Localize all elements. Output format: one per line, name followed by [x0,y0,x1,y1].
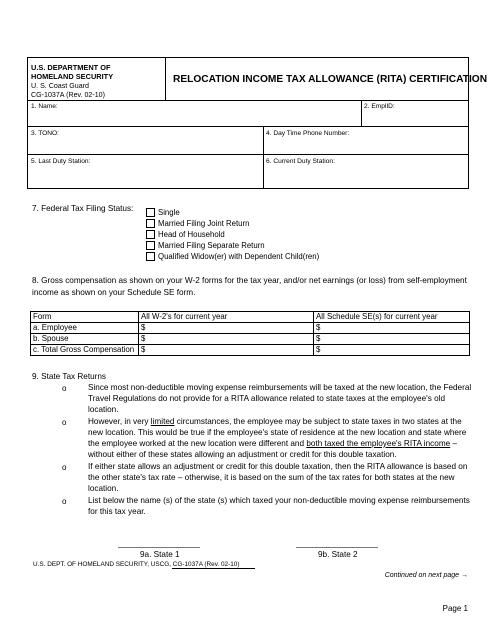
fields-vrule-2 [263,126,264,189]
emplid-field[interactable]: 2. EmplID: [364,103,395,110]
text: circumstances, the employee may be subject to state taxes in two states at the [174,417,462,426]
state-b3-l2: the other state's tax rate – otherwise, it is based on the sum of the tax rates for both states at the new [88,473,455,482]
gross-intro-line2: income as shown on your Schedule SE form. [32,288,196,297]
state-b1-l3: location. [88,405,119,414]
state-b2-l3 [88,438,457,449]
name-field[interactable]: 1. Name: [31,103,58,110]
state-b3-l1: If either state allows an adjustment or credit for this double taxation, then the RITA allowance is based on [88,462,468,471]
bullet: o [62,463,67,472]
text: – [450,439,458,448]
table-row [31,323,470,334]
filing-option-separate[interactable] [146,241,265,250]
filing-status-label: 7. Federal Tax Filing Status: [32,204,134,213]
last-duty-field[interactable]: 5. Last Duty Station: [31,158,91,165]
state2-label: 9b. State 2 [318,550,358,559]
state-b2-l1 [88,416,462,427]
filing-option-widow[interactable] [146,252,319,261]
col-header: Form [31,312,139,323]
bullet: o [62,418,67,427]
state-heading: 9. State Tax Returns [32,372,107,381]
row-label: c. Total Gross Compensation [31,345,139,356]
state-b1-l1: Since most non-deductible moving expense reimbursements will be taxed at the new location, the Federal [88,383,472,392]
underlined-text: both taxed the employee's RITA income [306,439,451,448]
checkbox[interactable] [146,219,155,228]
filing-option-single[interactable] [146,208,180,217]
col-header: All W-2's for current year [139,312,314,323]
fields-rule-2 [27,154,469,155]
form-number: CG-1037A (Rev. 02-10) [31,91,105,99]
underlined-text: limited [150,417,175,426]
bullet: o [62,384,67,393]
fields-rule-1 [27,126,469,127]
fields-grid [27,100,469,189]
agency-line2: HOMELAND SECURITY [31,72,114,81]
footer-form-id: U.S. DEPT. OF HOMELAND SECURITY, USCG, CG-1037A (Rev. 02-10) [33,561,240,568]
table-row [31,334,470,345]
bullet: o [62,497,67,506]
col-header: All Schedule SE(s) for current year [314,312,470,323]
option-label: Single [158,208,180,217]
amount-cell[interactable]: $ [139,345,314,356]
current-duty-field[interactable]: 6. Current Duty Station: [266,158,335,165]
state1-label: 9a. State 1 [140,550,180,559]
filing-option-joint[interactable] [146,219,249,228]
text: However, in very [88,417,151,426]
table-row [31,345,470,356]
row-label: b. Spouse [31,334,139,345]
state-b2-l2: new location. This would be true if the employee's state of residence at the new location and state where [88,428,467,437]
tono-field[interactable]: 3. TONO: [31,130,59,137]
amount-cell[interactable]: $ [314,334,470,345]
text: the employee worked at the new location were different and [88,439,307,448]
gross-table [30,311,470,356]
amount-cell[interactable]: $ [314,323,470,334]
table-header-row [31,312,470,323]
checkbox[interactable] [146,252,155,261]
option-label: Married Filing Separate Return [158,241,265,250]
footer-rule [172,568,255,569]
state-b2-l4: without either of these states allowing an adjustment or credit for this double taxation. [88,450,397,459]
state-b1-l2: Travel Regulations do not provide for a RITA allowance related to state taxes at the employee's old [88,394,446,403]
agency-line3: U. S. Coast Guard [31,82,89,90]
option-label: Qualified Widow(er) with Dependent Child(ren) [158,252,320,261]
amount-cell[interactable]: $ [139,323,314,334]
header-divider [165,57,166,101]
amount-cell[interactable]: $ [314,345,470,356]
amount-cell[interactable]: $ [139,334,314,345]
state-b4-l1: List below the name (s) of the state (s) which taxed your non-deductible moving expense reimbursements [88,496,470,505]
gross-intro-line1: 8. Gross compensation as shown on your W-2 forms for the tax year, and/or net earnings (or loss) from self-employment [32,276,467,285]
row-label: a. Employee [31,323,139,334]
checkbox[interactable] [146,230,155,239]
state1-line[interactable] [118,547,200,548]
state-b4-l2: for this tax year. [88,507,146,516]
agency-line1: U.S. DEPARTMENT OF [31,63,111,72]
option-label: Head of Household [158,230,225,239]
continued-note: Continued on next page → [384,572,468,579]
checkbox[interactable] [146,208,155,217]
fields-vrule-1 [361,100,362,127]
phone-field[interactable]: 4. Day Time Phone Number: [266,130,350,137]
checkbox[interactable] [146,241,155,250]
option-label: Married Filing Joint Return [158,219,250,228]
state-b3-l3: location. [88,484,119,493]
page-number: Page 1 [442,604,468,613]
page-title: RELOCATION INCOME TAX ALLOWANCE (RITA) CERTIFICATION [173,74,488,85]
state2-line[interactable] [296,547,378,548]
filing-option-head[interactable] [146,230,225,239]
